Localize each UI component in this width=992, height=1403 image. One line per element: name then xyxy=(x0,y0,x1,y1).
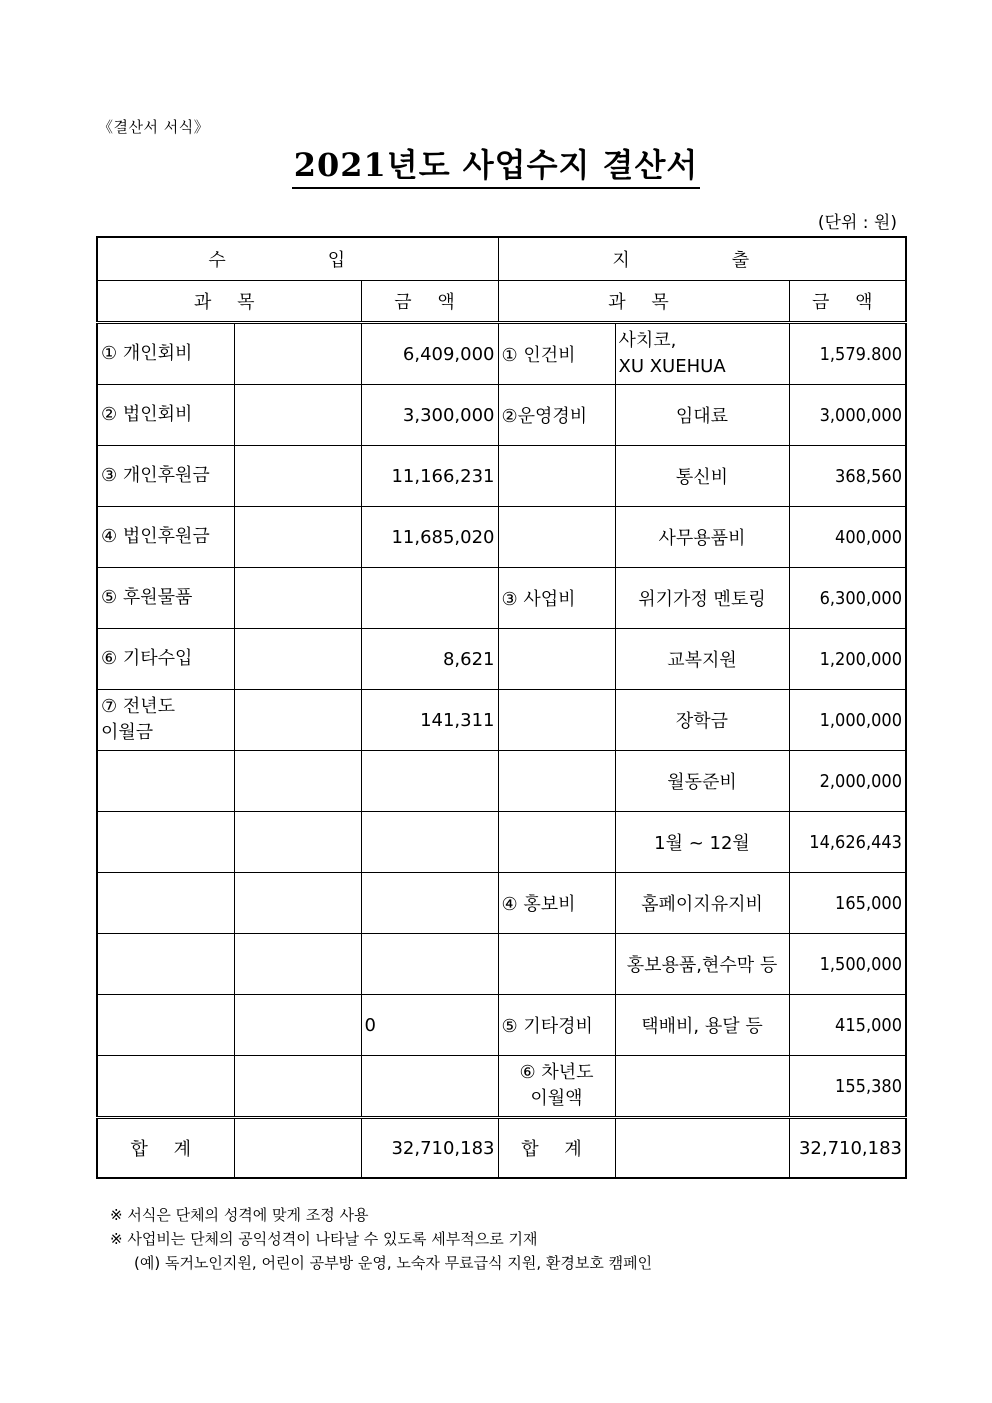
income-item-cell: ② 법인회비 xyxy=(97,385,234,446)
expense-header: 지 출 xyxy=(498,237,906,281)
income-amount-cell xyxy=(361,1056,498,1118)
income-item-cell xyxy=(97,995,234,1056)
table-row xyxy=(97,1056,906,1118)
note-example: (예) 독거노인지원, 어린이 공부방 운영, 노숙자 무료급식 지원, 환경보호 캠페인 xyxy=(134,1254,653,1272)
expense-amount-cell: 2,000,000 xyxy=(789,751,906,812)
income-sub-cell xyxy=(234,323,361,385)
income-sub-cell xyxy=(234,446,361,507)
income-amount-cell: 3,300,000 xyxy=(361,385,498,446)
expense-amount-cell: 155,380 xyxy=(789,1056,906,1118)
income-total-amount: 32,710,183 xyxy=(361,1118,498,1179)
expense-amount-cell: 1,200,000 xyxy=(789,629,906,690)
expense-sub-cell: 1월 ~ 12월 xyxy=(615,812,789,873)
expense-sub-cell xyxy=(615,1056,789,1118)
expense-amount-cell: 1,000,000 xyxy=(789,690,906,751)
expense-amount-cell: 14,626,443 xyxy=(789,812,906,873)
table-row xyxy=(97,934,906,995)
income-item-cell xyxy=(97,934,234,995)
expense-amount-cell: 415,000 xyxy=(789,995,906,1056)
income-amount-cell: 6,409,000 xyxy=(361,323,498,385)
expense-item-cell xyxy=(498,507,615,568)
income-amount-cell: 11,166,231 xyxy=(361,446,498,507)
income-sub-cell xyxy=(234,1056,361,1118)
income-amount-cell: 8,621 xyxy=(361,629,498,690)
expense-item-cell: ⑤ 기타경비 xyxy=(498,995,615,1056)
expense-item-cell: ⑥ 차년도 이월액 xyxy=(498,1056,615,1118)
income-item-cell: ④ 법인후원금 xyxy=(97,507,234,568)
income-sub-cell xyxy=(234,934,361,995)
income-item-header: 과 목 xyxy=(97,281,361,323)
table-row xyxy=(97,446,906,507)
income-item-cell: ③ 개인후원금 xyxy=(97,446,234,507)
expense-sub-cell: 교복지원 xyxy=(615,629,789,690)
table-row xyxy=(97,995,906,1056)
income-amount-cell xyxy=(361,751,498,812)
expense-total-label: 합 계 xyxy=(498,1118,615,1179)
expense-sub-cell: 택배비, 용달 등 xyxy=(615,995,789,1056)
income-sub-cell xyxy=(234,751,361,812)
expense-sub-cell: 사치코, XU XUEHUA xyxy=(615,323,789,385)
form-label: 《결산서 서식》 xyxy=(98,118,210,136)
expense-total-amount: 32,710,183 xyxy=(789,1118,906,1179)
expense-item-cell xyxy=(498,812,615,873)
expense-item-cell xyxy=(498,629,615,690)
expense-item-cell: ④ 홍보비 xyxy=(498,873,615,934)
income-sub-cell xyxy=(234,385,361,446)
table-row xyxy=(97,751,906,812)
table-row xyxy=(97,690,906,751)
notes xyxy=(110,1203,652,1275)
expense-sub-cell: 장학금 xyxy=(615,690,789,751)
section-header-row xyxy=(97,237,906,281)
page-title xyxy=(0,140,992,186)
unit-label: (단위 : 원) xyxy=(817,213,897,233)
note-line: ※ 서식은 단체의 성격에 맞게 조정 사용 xyxy=(110,1206,369,1224)
expense-total-blank xyxy=(615,1118,789,1179)
expense-sub-cell: 홈페이지유지비 xyxy=(615,873,789,934)
expense-sub-cell: 통신비 xyxy=(615,446,789,507)
total-row xyxy=(97,1118,906,1179)
table-row xyxy=(97,629,906,690)
income-sub-cell xyxy=(234,507,361,568)
income-amount-cell: 11,685,020 xyxy=(361,507,498,568)
income-item-cell xyxy=(97,751,234,812)
expense-item-cell: ③ 사업비 xyxy=(498,568,615,629)
income-amount-cell xyxy=(361,812,498,873)
table-row xyxy=(97,385,906,446)
income-item-cell xyxy=(97,812,234,873)
expense-amount-header: 금 액 xyxy=(789,281,906,323)
income-header: 수 입 xyxy=(97,237,498,281)
income-sub-cell xyxy=(234,568,361,629)
expense-amount-cell: 6,300,000 xyxy=(789,568,906,629)
table-row xyxy=(97,812,906,873)
expense-item-cell xyxy=(498,446,615,507)
column-header-row xyxy=(97,281,906,323)
table-row xyxy=(97,568,906,629)
income-sub-cell xyxy=(234,995,361,1056)
expense-sub-cell: 임대료 xyxy=(615,385,789,446)
expense-sub-cell: 월동준비 xyxy=(615,751,789,812)
expense-amount-cell: 3,000,000 xyxy=(789,385,906,446)
table-row xyxy=(97,873,906,934)
income-item-cell xyxy=(97,873,234,934)
income-total-blank xyxy=(234,1118,361,1179)
expense-amount-cell: 1,579.800 xyxy=(789,323,906,385)
expense-sub-cell: 홍보용품,현수막 등 xyxy=(615,934,789,995)
settlement-table xyxy=(96,236,907,1179)
expense-item-cell xyxy=(498,751,615,812)
income-amount-cell xyxy=(361,934,498,995)
expense-sub-cell: 사무용품비 xyxy=(615,507,789,568)
income-item-cell xyxy=(97,1056,234,1118)
income-item-cell: ⑦ 전년도 이월금 xyxy=(97,690,234,751)
expense-item-cell: ②운영경비 xyxy=(498,385,615,446)
table-row xyxy=(97,507,906,568)
expense-item-cell xyxy=(498,690,615,751)
income-item-cell: ⑤ 후원물품 xyxy=(97,568,234,629)
expense-item-cell: ① 인건비 xyxy=(498,323,615,385)
table-row xyxy=(97,323,906,385)
expense-amount-cell: 165,000 xyxy=(789,873,906,934)
income-amount-cell xyxy=(361,568,498,629)
income-item-cell: ① 개인회비 xyxy=(97,323,234,385)
expense-amount-cell: 400,000 xyxy=(789,507,906,568)
income-amount-cell: 141,311 xyxy=(361,690,498,751)
page-title-text: 2021년도 사업수지 결산서 xyxy=(292,146,701,189)
income-sub-cell xyxy=(234,629,361,690)
income-amount-cell xyxy=(361,873,498,934)
expense-amount-cell: 1,500,000 xyxy=(789,934,906,995)
expense-amount-cell: 368,560 xyxy=(789,446,906,507)
income-item-cell: ⑥ 기타수입 xyxy=(97,629,234,690)
income-total-label: 합 계 xyxy=(97,1118,234,1179)
income-amount-header: 금 액 xyxy=(361,281,498,323)
income-sub-cell xyxy=(234,873,361,934)
expense-sub-cell: 위기가정 멘토링 xyxy=(615,568,789,629)
expense-item-cell xyxy=(498,934,615,995)
income-amount-cell: 0 xyxy=(361,995,498,1056)
income-sub-cell xyxy=(234,690,361,751)
expense-item-header: 과 목 xyxy=(498,281,789,323)
income-sub-cell xyxy=(234,812,361,873)
note-line: ※ 사업비는 단체의 공익성격이 나타날 수 있도록 세부적으로 기재 xyxy=(110,1230,538,1248)
